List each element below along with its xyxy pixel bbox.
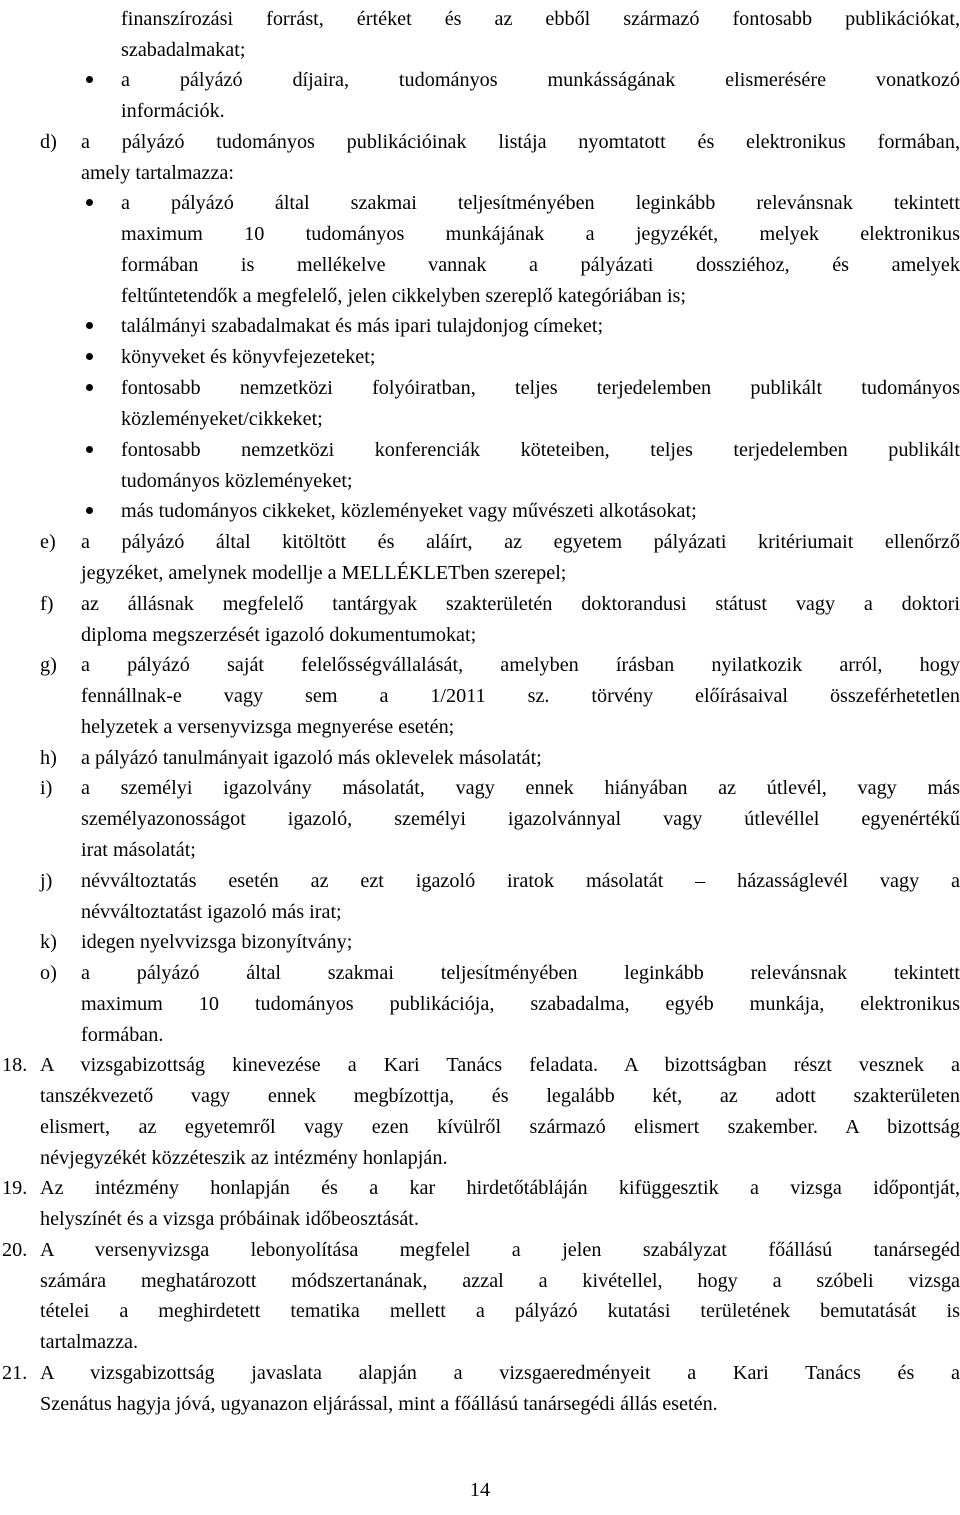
text-line: szabadalmakat; bbox=[121, 39, 246, 61]
text-line: maximum 10 tudományos publikációja, szabadalma, egyéb munkája, elektronikus bbox=[81, 993, 960, 1015]
bullet-icon bbox=[86, 322, 93, 329]
list-label: i) bbox=[40, 777, 53, 799]
paragraph-number: 20. bbox=[2, 1239, 28, 1261]
bullet-icon bbox=[86, 384, 93, 391]
text-line: fontosabb nemzetközi konferenciák köteteiben, teljes terjedelemben publikált bbox=[121, 439, 960, 461]
list-label: k) bbox=[40, 931, 57, 953]
text-line: a pályázó által szakmai teljesítményében leginkább relevánsnak tekintett bbox=[81, 962, 960, 984]
text-line: elismert, az egyetemről vagy ezen kívülről származó elismert szakember. A bizottság bbox=[40, 1116, 960, 1138]
text-line: A vizsgabizottság javaslata alapján a vizsgaeredményeit a Kari Tanács és a bbox=[40, 1362, 960, 1384]
text-line: a pályázó díjaira, tudományos munkásságának elismerésére vonatkozó bbox=[121, 69, 960, 91]
text-line: tudományos közleményeket; bbox=[121, 470, 353, 492]
text-line: feltűntetendők a megfelelő, jelen cikkelyben szereplő kategóriában is; bbox=[121, 285, 687, 307]
text-line: irat másolatát; bbox=[81, 839, 196, 861]
text-line: az állásnak megfelelő tantárgyak szakterületén doktorandusi státust vagy a doktori bbox=[81, 593, 960, 615]
text-line: helyzetek a versenyvizsga megnyerése esetén; bbox=[81, 716, 455, 738]
list-label: g) bbox=[40, 654, 57, 676]
paragraph-number: 21. bbox=[2, 1362, 28, 1384]
text-line: személyazonosságot igazoló, személyi igazolvánnyal vagy útlevéllel egyenértékű bbox=[81, 808, 960, 830]
text-line: a pályázó tudományos publikációinak listája nyomtatott és elektronikus formában, bbox=[81, 131, 960, 153]
text-line: diploma megszerzését igazoló dokumentumokat; bbox=[81, 624, 477, 646]
text-line: a pályázó által szakmai teljesítményében leginkább relevánsnak tekintett bbox=[121, 192, 960, 214]
text-line: maximum 10 tudományos munkájának a jegyzékét, melyek elektronikus bbox=[121, 223, 960, 245]
list-label: d) bbox=[40, 131, 57, 153]
page-number: 14 bbox=[469, 1479, 491, 1501]
paragraph-number: 19. bbox=[2, 1177, 28, 1199]
bullet-icon bbox=[86, 199, 93, 206]
text-line: könyveket és könyvfejezeteket; bbox=[121, 346, 376, 368]
text-line: amely tartalmazza: bbox=[81, 162, 234, 184]
text-line: finanszírozási forrást, értéket és az ebből származó fontosabb publikációkat, bbox=[121, 8, 960, 30]
text-line: névváltoztatás esetén az ezt igazoló iratok másolatát – házasságlevél vagy a bbox=[81, 870, 960, 892]
text-line: tanszékvezető vagy ennek megbízottja, és legalább két, az adott szakterületen bbox=[40, 1085, 960, 1107]
text-line: számára meghatározott módszertanának, azzal a kivétellel, hogy a szóbeli vizsga bbox=[40, 1270, 960, 1292]
text-line: Szenátus hagyja jóvá, ugyanazon eljárással, mint a főállású tanársegédi állás esetén. bbox=[40, 1393, 718, 1415]
text-line: A versenyvizsga lebonyolítása megfelel a jelen szabályzat főállású tanársegéd bbox=[40, 1239, 960, 1261]
list-label: o) bbox=[40, 962, 57, 984]
text-line: fennállnak-e vagy sem a 1/2011 sz. törvény előírásaival összeférhetetlen bbox=[81, 685, 960, 707]
bullet-icon bbox=[86, 507, 93, 514]
text-line: idegen nyelvvizsga bizonyítvány; bbox=[81, 931, 353, 953]
list-label: j) bbox=[40, 870, 53, 892]
text-line: formában is mellékelve vannak a pályázati dossziéhoz, és amelyek bbox=[121, 254, 960, 276]
text-line: találmányi szabadalmakat és más ipari tulajdonjog címeket; bbox=[121, 315, 604, 337]
text-line: névváltoztatást igazoló más irat; bbox=[81, 901, 342, 923]
list-label: e) bbox=[40, 531, 56, 553]
text-line: a személyi igazolvány másolatát, vagy ennek hiányában az útlevél, vagy más bbox=[81, 777, 960, 799]
text-line: információk. bbox=[121, 100, 225, 122]
text-line: a pályázó tanulmányait igazoló más oklevelek másolatát; bbox=[81, 747, 542, 769]
text-line: a pályázó által kitöltött és aláírt, az egyetem pályázati kritériumait ellenőrző bbox=[81, 531, 960, 553]
text-line: jegyzéket, amelynek modellje a MELLÉKLETben szerepel; bbox=[81, 562, 567, 584]
text-line: tételei a meghirdetett tematika mellett a pályázó kutatási területének bemutatását is bbox=[40, 1300, 960, 1322]
text-line: fontosabb nemzetközi folyóiratban, teljes terjedelemben publikált tudományos bbox=[121, 377, 960, 399]
text-line: névjegyzékét közzéteszik az intézmény honlapján. bbox=[40, 1147, 448, 1169]
paragraph-number: 18. bbox=[2, 1054, 28, 1076]
list-label: f) bbox=[40, 593, 54, 615]
bullet-icon bbox=[86, 353, 93, 360]
text-line: más tudományos cikkeket, közleményeket vagy művészeti alkotásokat; bbox=[121, 500, 697, 522]
text-line: közleményeket/cikkeket; bbox=[121, 408, 323, 430]
text-line: Az intézmény honlapján és a kar hirdetőtábláján kifüggesztik a vizsga időpontját, bbox=[40, 1177, 960, 1199]
bullet-icon bbox=[86, 446, 93, 453]
bullet-icon bbox=[86, 76, 93, 83]
text-line: helyszínét és a vizsga próbáinak időbeosztását. bbox=[40, 1208, 419, 1230]
text-line: formában. bbox=[81, 1024, 164, 1046]
text-line: tartalmazza. bbox=[40, 1331, 139, 1353]
text-line: A vizsgabizottság kinevezése a Kari Tanács feladata. A bizottságban részt vesznek a bbox=[40, 1054, 960, 1076]
list-label: h) bbox=[40, 747, 57, 769]
text-line: a pályázó saját felelősségvállalását, amelyben írásban nyilatkozik arról, hogy bbox=[81, 654, 960, 676]
